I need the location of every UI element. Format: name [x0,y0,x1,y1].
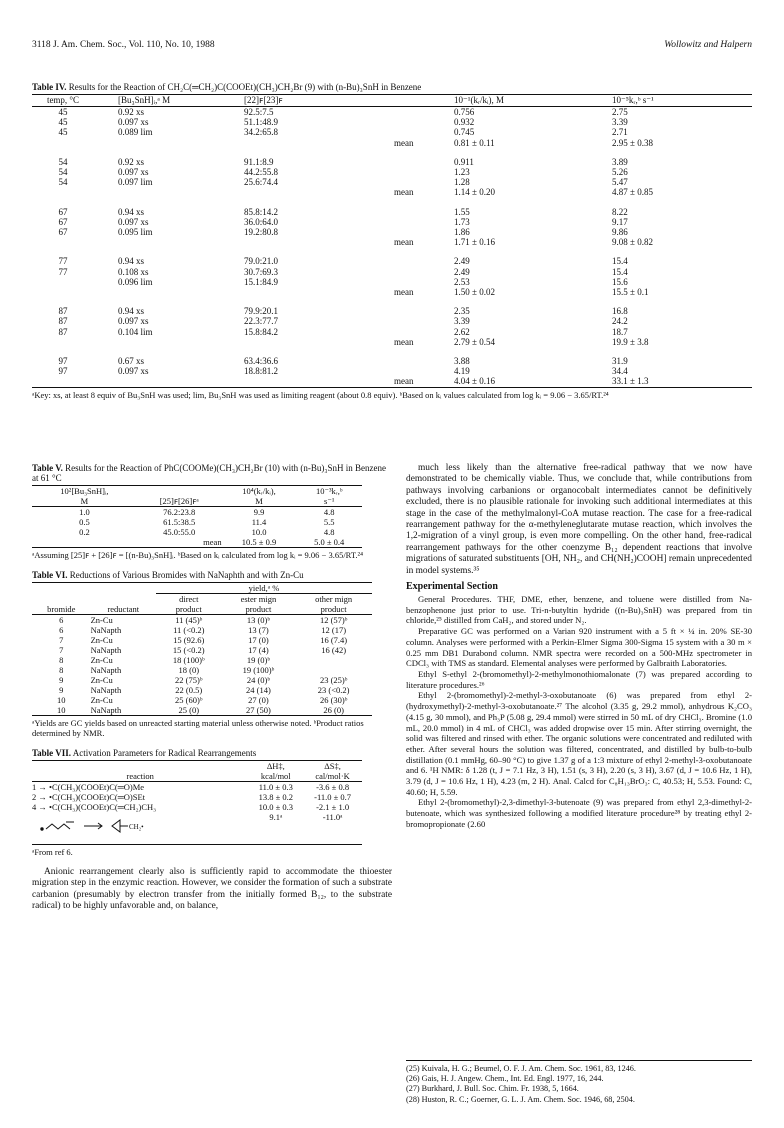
table-row: 2 → •C(CH₃)(COOEt)C(═O)SEt 13.8 ± 0.2 -11.0 ± 0.7 [32,792,352,802]
header-citation: 3118 J. Am. Chem. Soc., Vol. 110, No. 10, 1988 [32,40,215,50]
table-row: 4 → •C(CH₃)(COOEt)C(═CH₂)CH₃ 10.0 ± 0.3 -2.1 ± 1.0 [32,802,350,812]
table-row: 77 0.94 xs 79.0:21.0 2.49 15.4 [58,256,628,267]
table-row: 54 0.92 xs 91.1:8.9 0.911 3.89 [58,156,628,167]
table-v-body [32,507,362,548]
table-v: Table V. Results for the Reaction of PhC(COOMe)(CH₃)CH₂Br (10) with (n-Bu)₃SnH in Benzene at 61 °C 10²[Bu₃SnH]ᵢ, 10⁴(kᵣ/kᵢ), 10⁻³kᵣ,ᵇ M [25]ꜰ[26]ꜰᵃ M s⁻¹ 1.0 76.2:23.8 9.9 4.8 0.5 61.5:38.5 11.4 5.5 0.2 45.0:55.0 10.0 4.8 mean 10.5 ± 0.9 5.0 ± 0.4 ᵃAssuming [25]ꜰ + [26]ꜰ = [(n-Bu)₃SnH]ᵢ. ᵇBased on kᵢ calculated from log kᵢ = 9.06 − 3.65/RT.²⁴ [32,463,392,560]
table-row: 97 0.097 xs 18.8:81.2 4.19 34.4 [58,366,628,377]
table-row: 45 0.92 xs 92.5:7.5 0.756 2.75 [58,107,628,117]
structure-drawing [32,812,248,845]
table-vi-caption: Table VI. Reductions of Various Bromides with NaNaphth and with Zn-Cu [32,570,304,580]
reference-item: (25) Kuivala, H. G.; Beumel, O. F. J. Am. Chem. Soc. 1961, 83, 1246. [406,1064,636,1073]
right-column [406,463,752,830]
table-vi: Table VI. Reductions of Various Bromides with NaNaphth and with Zn-Cu yield,ᵃ % direct ester mign other mign bromide reductant product product product 6 Zn-Cu 11 (45)ᵇ 13 (0)ᵇ 12 (57)ᵇ 6 NaNapth 11 (<0.2) 13 (7) 12 (17) 7 Zn-Cu 15 (92.6) 17 (0) 16 (7.4) 7 NaNapth 15 (<0.2) 17 (4) 16 (42) 8 Zn-Cu 18 (100)ᵇ 19 (0)ᵇ 8 NaNapth 18 (0) 19 (100)ᵇ 9 Zn-Cu 22 (75)ᵇ 24 (0)ᵇ 23 (25)ᵇ 9 NaNapth 22 (0.5) 24 (14) 23 (<0.2) 10 Zn-Cu 25 (60)ᵇ 27 (0) 26 (30)ᵇ 10 NaNapth 25 (0) 27 (50) 26 (0) ᵃYields are GC yields based on unreacted starting material unless otherwise noted. ᵇProduct ratios determined by NMR. [32,570,392,738]
exp-paragraph: Ethyl S-ethyl 2-(bromomethyl)-2-methylmonothiomalonate (7) was prepared according to literature procedures.²⁶ [406,668,752,690]
mean-row: mean 0.81 ± 0.11 2.95 ± 0.38 [394,137,653,148]
table-row: 10 Zn-Cu 25 (60)ᵇ 27 (0) 26 (30)ᵇ [57,695,348,705]
table-vii: Table VII. Activation Parameters for Radical Rearrangements ΔH‡, ΔS‡, reaction kcal/mol cal/mol·K 1 → •C(CH₃)(COOEt)C(═O)Me 11.0 ± 0.3 -3.6 ± 0.8 2 → •C(CH₃)(COOEt)C(═O)SEt 13.8 ± 0.2 -11.0 ± 0.7 4 → •C(CH₃)(COOEt)C(═CH₂)CH₃ 10.0 ± 0.3 -2.1 ± 1.0 CH₂• 9.1ᵃ -11.0ᵃ ᵃFrom ref 6. [32,748,392,857]
exp-paragraph: General Procedures. THF, DME, ether, benzene, and toluene were distilled from Na-benzophenone just prior to use. Tri-n-butyltin hydride ((n-Bu)₃SnH) was prepared from tin chloride,²⁵ distilled from CaH₂, and stored under N₂. [406,594,752,626]
header-authors: Wollowitz and Halpern [664,40,752,50]
table-row: 9 Zn-Cu 22 (75)ᵇ 24 (0)ᵇ 23 (25)ᵇ [59,675,348,685]
table-vi-footnote: ᵃYields are GC yields based on unreacted starting material unless otherwise noted. ᵇProduct ratios determined by NMR. [32,718,364,738]
right-body-paragraph: much less likely than the alternative free-radical pathway that we now have demonstrated to be chemically viable. Thus, we conclude that, while contributions from pathways involving carbanions or organocobalt intermediates cannot be definitively excluded, there is no plausible rationale for invoking such additional intermediates at this stage in the case of the methylmalonyl-CoA mutase reaction. The case for a free-radical rearrangement pathway for the α-methyleneglutarate mutase reaction, which involves the 1,2-migration of a vinyl group, is even more compelling. On the other hand, free-radical rearrangement pathways for the other coenzyme B₁₂ dependent reactions that involve migrations of saturated substituents [OH, NH₂, and CH(NH₂)COOH] remain unprecedented in model systems.³⁵ [406,463,752,576]
reference-item: (27) Burkhard, J. Bull. Soc. Chim. Fr. 1938, 5, 1664. [406,1084,579,1094]
table-iv [32,82,752,400]
table-row: 87 0.94 xs 79.9:20.1 2.35 16.8 [58,306,628,317]
mean-row: mean 2.79 ± 0.54 19.9 ± 3.8 [394,336,649,347]
reference-item: (28) Huston, R. C.; Goerner, G. L. J. Am. Chem. Soc. 1946, 68, 2504. [406,1094,635,1104]
table-v-caption: Table V. Results for the Reaction of PhC(COOMe)(CH₃)CH₂Br (10) with (n-Bu)₃SnH in Benzene at 61 °C [32,463,386,483]
table-row: 67 0.94 xs 85.8:14.2 1.55 8.22 [58,206,628,217]
table-iv-footnote: ᵃKey: xs, at least 8 equiv of Bu₃SnH was used; lim, Bu₃SnH was used as limiting reagent (about 0.8 equiv). ᵇBased on kᵢ values calculated from log kᵢ = 9.06 − 3.65/RT.²⁴ [32,389,609,400]
table-vii-caption: Table VII. Activation Parameters for Radical Rearrangements [32,748,257,758]
table-row: 87 0.097 xs 22.3:77.7 3.39 24.2 [58,316,628,327]
table-v-footnote: ᵃAssuming [25]ꜰ + [26]ꜰ = [(n-Bu)₃SnH]ᵢ. ᵇBased on kᵢ calculated from log kᵢ = 9.06 − 3.65/RT.²⁴ [32,550,364,560]
table-row: CH₂• 9.1ᵃ -11.0ᵃ [32,812,362,845]
table-row: 77 0.108 xs 30.7:69.3 2.49 15.4 [58,266,628,277]
table-row: 10 NaNapth 25 (0) 27 (50) 26 (0) [57,705,344,715]
col-kr-ki: 10⁻¹(kᵣ/kᵢ), M [454,95,612,107]
table-row: 87 0.104 lim 15.8:84.2 2.62 18.7 [58,326,628,337]
table-row: 97 0.67 xs 63.4:36.6 3.88 31.9 [58,356,628,367]
exp-paragraph: Ethyl 2-(bromomethyl)-2-methyl-3-oxobutanoate (6) was prepared from ethyl 2-(hydroxymethyl)-2-methyl-3-oxobutanoate.²⁷ The alcohol (3.35 g, 29.2 mmol), anhydrous K₂CO₃ (4.15 g, 30 mmol), and Ph₃P (5.08 g, 29.4 mmol) were stirred in 50 mL of dry CHCl₃. Bromine (1.0 mL, 20.0 mmol) in 4 mL of CHCl₃ was added dropwise over 15 min. After stirring overnight, the solid was filtered and rinsed with ether. The organic solutions were concentrated and rediluted with ether. After several hours the solution was filtered, concentrated, and distilled by bulb-to-bulb distillation (0.1 mmHg, 60–90 °C) to give 1.37 g of a 1:3 mixture of ethyl 2-methyl-3-oxobutanoate and 6. ¹H NMR: δ 1.28 (t, J = 7.1 Hz, 3 H), 1.51 (s, 3 H), 2.20 (s, 3 H), 3.67 (d, J = 10.6 Hz, 1 H), 3.79 (d, J = 10.6 Hz, 1 H), 4.23 (m, 2 H). Anal. Calcd for C₈H₁₃BrO₃: C, 40.53; H, 5.53. Found: C, 40.60; H, 5.59. [406,690,752,797]
table-row: 45 0.089 lim 34.2:65.8 0.745 2.71 [58,127,628,138]
table-row: 7 NaNapth 15 (<0.2) 17 (4) 16 (42) [59,645,347,655]
table-row: 67 0.095 lim 19.2:80.8 1.86 9.86 [58,227,628,238]
mean-row: mean 4.04 ± 0.16 33.1 ± 1.3 [394,376,649,387]
running-header [32,40,752,54]
col-temp: temp, °C [32,95,94,107]
experimental-heading: Experimental Section [406,581,498,593]
col-kr: 10⁻⁵kᵣ,ᵇ s⁻¹ [612,95,752,107]
table-row: 8 NaNapth 18 (0) 19 (100)ᵇ [59,665,275,675]
table-iv-caption: Table IV. Results for the Reaction of CH₂C(═CH₂)C(COOEt)(CH₃)CH₂Br (9) with (n-Bu)₃SnH in Benzene [32,82,422,92]
table-row: 1 → •C(CH₃)(COOEt)C(═O)Me 11.0 ± 0.3 -3.6 ± 0.8 [32,782,350,792]
table-row: 54 0.097 lim 25.6:74.4 1.28 5.47 [58,177,628,188]
left-column [32,463,392,913]
table-row: 0.5 61.5:38.5 11.4 5.5 [79,517,335,527]
table-row: 54 0.097 xs 44.2:55.8 1.23 5.26 [58,167,628,178]
yield-header: yield,ᵃ % [156,583,372,594]
table-row: 9 NaNapth 22 (0.5) 24 (14) 23 (<0.2) [59,685,350,695]
table-vii-body [32,782,362,845]
svg-text:CH₂•: CH₂• [129,823,144,831]
exp-paragraph: Ethyl 2-(bromomethyl)-2,3-dimethyl-3-butenoate (9) was prepared from ethyl 2,3-dimethyl-2-butenoate, which was synthesized following a modified literature procedure²⁸ by treating ethyl 2-bromopropionate (2.60 [406,797,752,829]
left-body-paragraph: Anionic rearrangement clearly also is sufficiently rapid to accommodate the thioester migration step in the enzymic reaction. However, we consider the formation of such a substrate carbanion (presumably by electron transfer from the initially formed B₁₂, to the substrate radical) to be highly unfavorable and, on balance, [32,867,392,912]
table-row: 0.096 lim 15.1:84.9 2.53 15.6 [118,276,628,287]
table-row: 8 Zn-Cu 18 (100)ᵇ 19 (0)ᵇ [59,655,271,665]
mean-row: mean 10.5 ± 0.9 5.0 ± 0.4 [203,537,345,547]
table-row: 67 0.097 xs 36.0:64.0 1.73 9.17 [58,216,628,227]
reference-item: (26) Gais, H. J. Angew. Chem., Int. Ed. Engl. 1977, 16, 244. [406,1074,604,1084]
col-snh: [Bu₃SnH]ᵢ,ᵃ M [94,95,244,107]
table-row: 1.0 76.2:23.8 9.9 4.8 [79,507,335,517]
references [406,1060,752,1105]
table-iv-body [32,107,752,388]
table-row: 45 0.097 xs 51.1:48.9 0.932 3.39 [58,117,628,128]
rearrangement-scheme-icon [38,816,168,836]
mean-row: mean 1.14 ± 0.20 4.87 ± 0.85 [394,187,653,198]
mean-row: mean 1.50 ± 0.02 15.5 ± 0.1 [394,287,649,298]
table-row: 7 Zn-Cu 15 (92.6) 17 (0) 16 (7.4) [59,635,348,645]
table-vi-body [32,615,372,716]
table-row: 6 Zn-Cu 11 (45)ᵇ 13 (0)ᵇ 12 (57)ᵇ [59,615,348,625]
table-row: 6 NaNapth 11 (<0.2) 13 (7) 12 (17) [59,625,347,635]
table-vii-footnote: ᵃFrom ref 6. [32,847,73,857]
col-ratio: [22]ꜰ[23]ꜰ [244,95,394,107]
exp-paragraph: Preparative GC was performed on a Varian 920 instrument with a 5 ft × ¼ in. 20% SE-30 column. Analyses were performed with a Perkin-Elmer Sigma 300-Sigma 15 system with a 30 m × 0.25 mm DB1 Durabond column. NMR spectra were recorded on a 500-MHz spectrometer in CDCl₃ with TMS as standard. Elemental analyses were performed by Galbraith Laboratories. [406,626,752,669]
table-iv-header [32,95,752,107]
mean-row: mean 1.71 ± 0.16 9.08 ± 0.82 [394,237,653,248]
table-row: 0.2 45.0:55.0 10.0 4.8 [79,527,335,537]
